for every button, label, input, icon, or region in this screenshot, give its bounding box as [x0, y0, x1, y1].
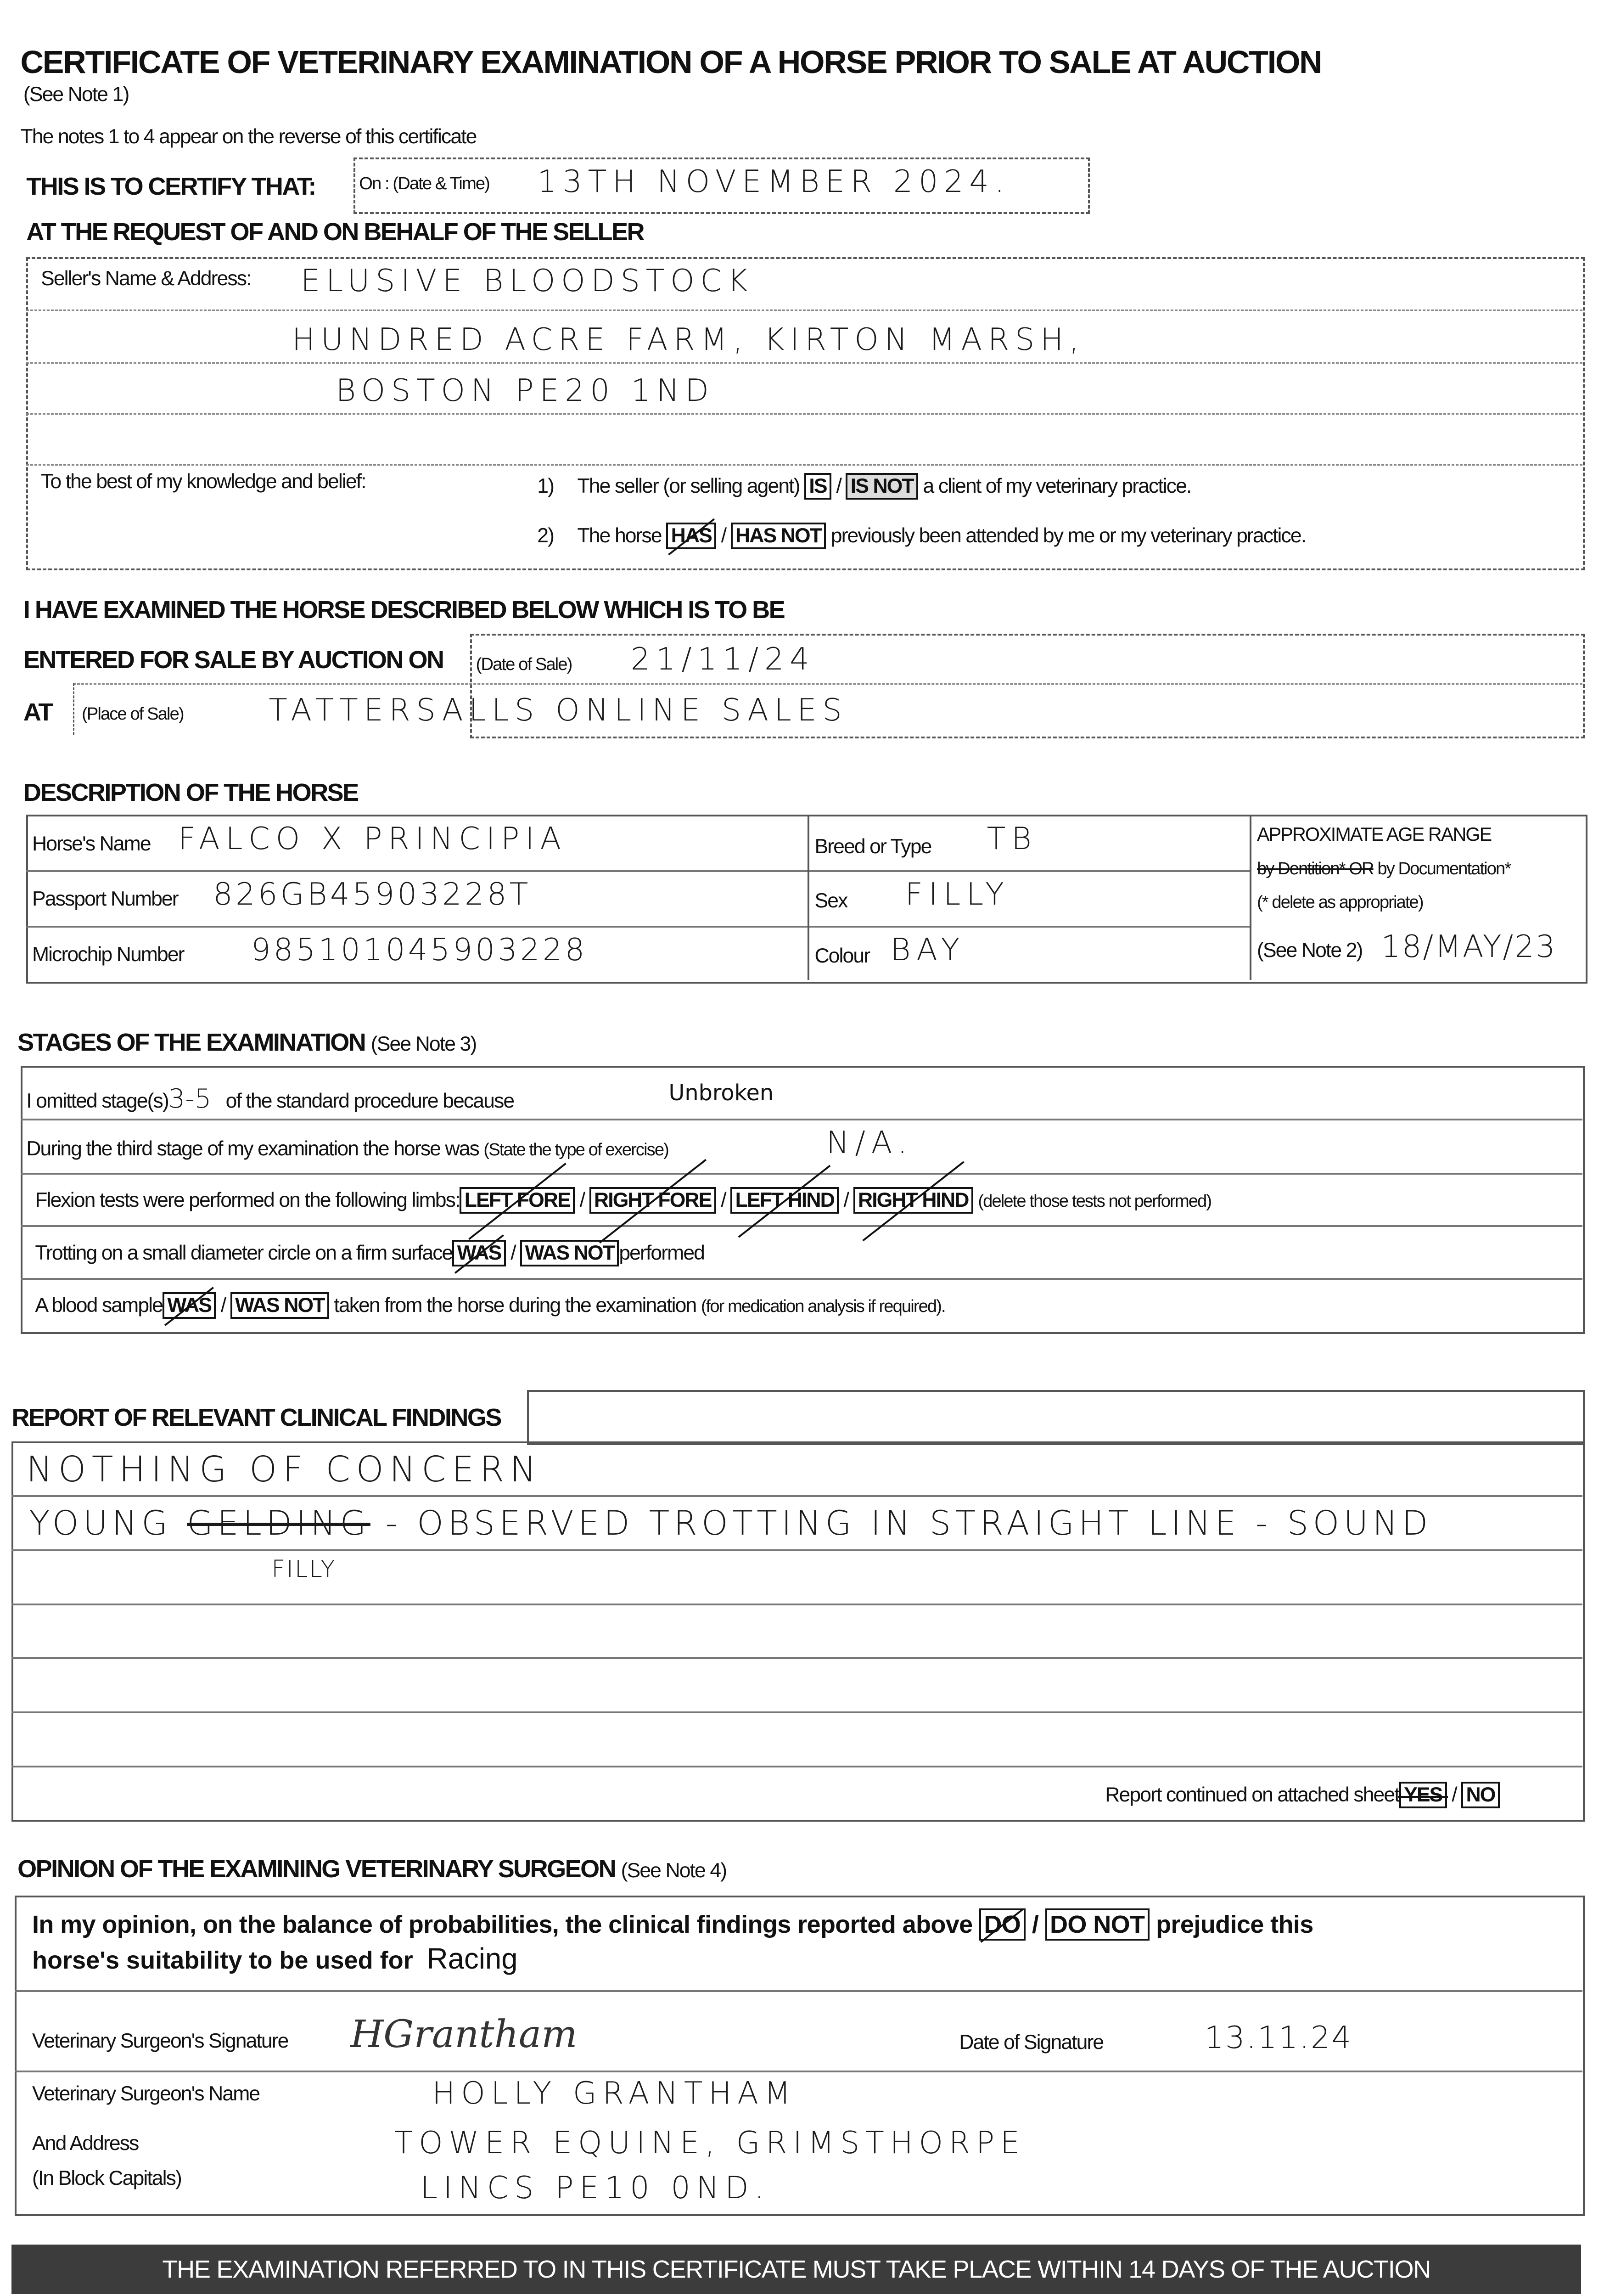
vet-name-label: Veterinary Surgeon's Name	[32, 2082, 260, 2105]
continued-no[interactable]: NO	[1461, 1782, 1500, 1808]
examined-heading: I HAVE EXAMINED THE HORSE DESCRIBED BELOW WHICH IS TO BE	[23, 596, 785, 624]
sale-place-value[interactable]: TATTERSALLS ONLINE SALES	[269, 692, 848, 728]
continued-yes-struck[interactable]: YES	[1399, 1782, 1447, 1808]
vet-address-line-1[interactable]: TOWER EQUINE, GRIMSTHORPE	[394, 2124, 1026, 2161]
report-box[interactable]	[11, 1441, 1585, 1822]
vet-name-value[interactable]: HOLLY GRANTHAM	[432, 2075, 796, 2111]
age-method	[1257, 859, 1510, 879]
address-label: And Address	[32, 2132, 139, 2155]
age-see-note: (See Note 2)	[1256, 939, 1363, 962]
colour-label: Colour	[814, 945, 870, 968]
certificate-title: CERTIFICATE OF VETERINARY EXAMINATION OF A HORSE PRIOR TO SALE AT AUCTION	[20, 44, 1322, 80]
seller-address-line[interactable]: HUNDRED ACRE FARM, KIRTON MARSH,	[292, 321, 1085, 357]
blood-was-not[interactable]: WAS NOT	[230, 1292, 329, 1319]
passport-label: Passport Number	[32, 888, 178, 911]
is-option[interactable]: IS	[804, 473, 831, 500]
opinion-do-not[interactable]: DO NOT	[1045, 1908, 1150, 1941]
knowledge-label: To the best of my knowledge and belief:	[41, 470, 366, 493]
age-by-documentation[interactable]: by Documentation*	[1377, 858, 1511, 878]
opinion-heading: OPINION OF THE EXAMINING VETERINARY SURGEON (See Note 4)	[17, 1855, 727, 1883]
trotting-was-not[interactable]: WAS NOT	[520, 1240, 619, 1266]
is-not-option-struck[interactable]: IS NOT	[846, 473, 918, 500]
address-note: (In Block Capitals)	[32, 2167, 181, 2190]
flexion-right-fore[interactable]: RIGHT FORE	[589, 1187, 716, 1214]
notes-line: The notes 1 to 4 appear on the reverse of this certificate	[20, 125, 477, 148]
certify-date-value: 13TH NOVEMBER 2024.	[537, 163, 1010, 200]
microchip-label: Microchip Number	[32, 943, 184, 966]
date-of-signature-value[interactable]: 13.11.24	[1204, 2019, 1353, 2055]
vet-signature[interactable]: HGrantham	[350, 2012, 578, 2057]
age-heading: APPROXIMATE AGE RANGE	[1256, 823, 1492, 845]
breed-label: Breed or Type	[814, 835, 931, 858]
third-stage-row: During the third stage of my examination the horse was (State the type of exercise)	[26, 1137, 668, 1160]
flexion-row: Flexion tests were performed on the following limbs: LEFT FORE / RIGHT FORE / LEFT HIND / RIGHT HIND (delete those tests not performed)	[35, 1187, 1211, 1214]
report-continued: Report continued on attached sheet YES / NO	[1105, 1782, 1500, 1808]
age-delete-note: (* delete as appropriate)	[1256, 892, 1423, 912]
omitted-stages-value[interactable]: 3-5	[168, 1083, 212, 1114]
age-value[interactable]: 18/MAY/23	[1381, 929, 1557, 965]
entered-label: ENTERED FOR SALE BY AUCTION ON	[23, 646, 443, 674]
horse-name-label: Horse's Name	[32, 832, 151, 855]
trotting-was-struck[interactable]: WAS	[452, 1240, 505, 1266]
seller-heading: AT THE REQUEST OF AND ON BEHALF OF THE SELLER	[26, 218, 644, 246]
opinion-statement: In my opinion, on the balance of probabilities, the clinical findings reported above DO / DO NOT prejudice this	[32, 1908, 1313, 1941]
stages-heading: STAGES OF THE EXAMINATION (See Note 3)	[17, 1028, 477, 1056]
report-struck-word: GELDING	[187, 1504, 370, 1543]
blood-sample-row: A blood sample WAS / WAS NOT taken from the horse during the examination (for medication analysis if required).	[35, 1292, 945, 1319]
age-by-dentition-struck[interactable]: by Dentition* OR	[1256, 858, 1374, 878]
opinion-do-struck[interactable]: DO	[979, 1908, 1026, 1941]
report-line-1[interactable]: NOTHING OF CONCERN	[26, 1448, 542, 1490]
seller-name-line[interactable]: ELUSIVE BLOODSTOCK	[301, 263, 754, 299]
passport-value[interactable]: 826GB45903228T	[213, 876, 531, 912]
sale-place-label: (Place of Sale)	[82, 703, 184, 724]
statement-client: 1) The seller (or selling agent) IS / IS NOT a client of my veterinary practice.	[537, 473, 1191, 500]
blood-was-struck[interactable]: WAS	[163, 1292, 216, 1319]
certify-date-label: On : (Date & Time)	[359, 174, 489, 194]
see-note-1: (See Note 1)	[23, 83, 129, 106]
date-of-signature-label: Date of Signature	[959, 2031, 1104, 2054]
opinion-line-2: horse's suitability to be used for Racing	[32, 1942, 518, 1975]
vet-address-line-2[interactable]: LINCS PE10 0ND.	[420, 2170, 770, 2206]
microchip-value[interactable]: 985101045903228	[251, 931, 588, 968]
statement-attended: 2) The horse HAS / HAS NOT previously been attended by me or my veterinary practice.	[537, 523, 1306, 549]
colour-value[interactable]: BAY	[890, 931, 965, 968]
has-option-struck[interactable]: HAS	[666, 523, 716, 549]
flexion-right-hind[interactable]: RIGHT HIND	[853, 1187, 973, 1214]
trotting-row: Trotting on a small diameter circle on a firm surface WAS / WAS NOT performed	[35, 1240, 704, 1266]
omitted-stages-row: I omitted stage(s)3-5 of the standard procedure because	[26, 1083, 514, 1114]
breed-value[interactable]: TB	[987, 821, 1038, 857]
has-not-option[interactable]: HAS NOT	[731, 523, 826, 549]
sale-date-value[interactable]: 21/11/24	[630, 641, 815, 677]
seller-address-line[interactable]: BOSTON PE20 1ND	[336, 372, 715, 408]
intended-use-value[interactable]: Racing	[426, 1942, 518, 1975]
horse-name-value[interactable]: FALCO X PRINCIPIA	[178, 821, 567, 857]
third-stage-value[interactable]: N/A.	[826, 1124, 913, 1160]
report-line-2[interactable]: YOUNG GELDING - OBSERVED TROTTING IN STRAIGHT LINE - SOUND	[29, 1504, 1432, 1543]
signature-label: Veterinary Surgeon's Signature	[32, 2030, 288, 2053]
report-heading: REPORT OF RELEVANT CLINICAL FINDINGS	[11, 1403, 501, 1431]
sale-date-label: (Date of Sale)	[476, 654, 572, 674]
flexion-left-hind[interactable]: LEFT HIND	[730, 1187, 839, 1214]
flexion-left-fore[interactable]: LEFT FORE	[460, 1187, 575, 1214]
seller-name-label: Seller's Name & Address:	[41, 267, 251, 290]
certify-label: THIS IS TO CERTIFY THAT:	[26, 173, 315, 201]
footer-banner: THE EXAMINATION REFERRED TO IN THIS CERTIFICATE MUST TAKE PLACE WITHIN 14 DAYS OF THE AUCTION	[11, 2245, 1581, 2294]
at-label: AT	[23, 698, 52, 726]
description-heading: DESCRIPTION OF THE HORSE	[23, 778, 358, 806]
sex-value[interactable]: FILLY	[905, 876, 1010, 912]
report-insert-word: FILLY	[271, 1555, 337, 1582]
sex-label: Sex	[814, 889, 847, 912]
omitted-reason[interactable]: Unbroken	[668, 1080, 774, 1106]
